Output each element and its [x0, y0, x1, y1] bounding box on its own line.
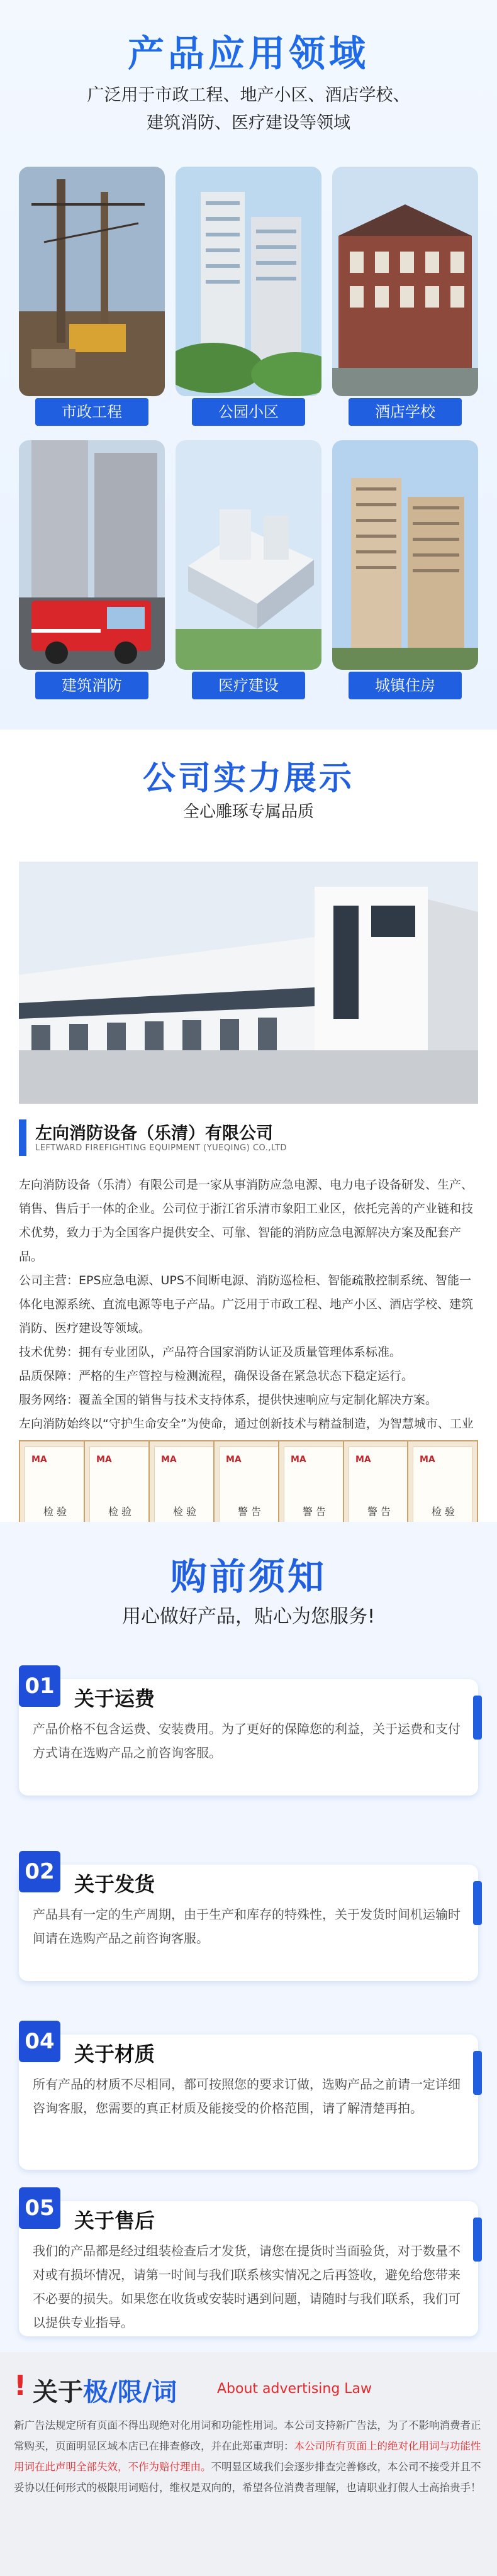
park-community-photo	[176, 167, 321, 396]
law-statement	[14, 2415, 484, 2498]
cert-title: 检 验	[108, 1506, 132, 1518]
app-label-fire: 建筑消防	[35, 672, 148, 699]
cert-title: 检 验	[431, 1506, 455, 1518]
note-text: 我们的产品都是经过组装检查后才发货，请您在提货时当面验货，对于数量不对或有损坏情况，请第一时间与我们联系核实情况之后再签收，避免给您带来不必要的损失。如果您在收货或安装时遇到问题，请随时与我们联系，我们可以提供专业指导。	[33, 2243, 461, 2330]
cert-mark: MA	[420, 1455, 435, 1465]
note-accent-bar	[473, 1881, 482, 1925]
note-card-delivery	[19, 1859, 478, 1981]
company-paragraph: 技术优势：拥有专业团队，产品符合国家消防认证及质量管理体系标准。	[19, 1345, 402, 1359]
urban-housing-photo	[332, 440, 478, 670]
app-label-hotel-school: 酒店学校	[349, 398, 462, 426]
cert-title: 警 告	[367, 1506, 391, 1518]
app-label-municipal: 市政工程	[35, 398, 148, 426]
law-text-part2: 不明显区域我们会逐步排查完善修改，本公司不接受并且不妥协以任何形式的极限用词赔付，维权是双向的，希望各位消费者理解，也请职业打假人士高抬贵手！	[14, 2461, 481, 2494]
law-text-highlight: 本公司所有页面上的绝对化用词与功能性用词在此声明全部失效，不作为赔付理由。	[14, 2440, 481, 2473]
cert-mark: MA	[31, 1455, 47, 1465]
law-title-highlight: 极/限/词	[83, 2378, 177, 2407]
note-text: 产品价格不包含运费、安装费用。为了更好的保障您的利益，关于运费和支付方式请在选购产品之前咨询客服。	[33, 1721, 461, 1760]
company-description	[19, 1173, 481, 1460]
note-number: 01	[19, 1665, 60, 1707]
note-heading: 关于运费	[74, 1687, 155, 1711]
app-card-park[interactable]	[176, 167, 321, 434]
note-text: 所有产品的材质不尽相同，都可按照您的要求订做，选购产品之前请一定详细咨询客服，您需要的真正材质及能接受的价格范围，请了解清楚再拍。	[33, 2077, 461, 2116]
company-paragraph: 左向消防设备（乐清）有限公司是一家从事消防应急电源、电力电子设备研发、生产、销售、售后于一体的企业。公司位于浙江省乐清市象阳工业区，依托完善的产业链和技术优势，致力于为全国客户提供安全、可靠、智能的消防应急电源解决方案及配套产品。	[19, 1178, 474, 1263]
company-paragraph: 公司主营：EPS应急电源、UPS不间断电源、消防巡检柜、智能疏散控制系统、智能一体化电源系统、直流电源等电子产品。广泛用于市政工程、地产小区、酒店学校、建筑消防、医疗建设等领域。	[19, 1274, 474, 1335]
note-text: 产品具有一定的生产周期，由于生产和库存的特殊性，关于发货时间机运输时间请在选购产品之前咨询客服。	[33, 1907, 461, 1946]
cert-title: 检 验	[172, 1506, 197, 1518]
cert-title: 警 告	[302, 1506, 327, 1518]
note-card-material	[19, 2029, 478, 2170]
warning-exclamation-icon: !	[14, 2370, 27, 2402]
purchase-notes-section	[0, 1522, 497, 2352]
apps-subtitle-line1: 广泛用于市政工程、地产小区、酒店学校、	[87, 86, 410, 105]
medical-construction-photo	[176, 440, 321, 670]
app-card-municipal[interactable]	[19, 167, 165, 434]
app-card-housing[interactable]	[332, 440, 478, 708]
app-card-medical[interactable]	[176, 440, 321, 708]
company-name-accent-bar	[19, 1119, 26, 1156]
company-subtitle: 全心雕琢专属品质	[182, 802, 314, 821]
advertising-law-section	[0, 2352, 497, 2576]
hotel-school-photo	[332, 167, 478, 396]
apps-title: 产品应用领域	[127, 32, 369, 75]
note-accent-bar	[473, 1696, 482, 1740]
law-text-part1: 新广告法规定所有页面不得出现绝对化用词和功能性用词。本公司支持新广告法，为了不影响消费者正常购买，页面明显区域本店已在排查修改，并在此郑重声明：	[14, 2419, 481, 2452]
app-label-housing: 城镇住房	[349, 672, 462, 699]
law-title-english: About advertising Law	[217, 2381, 372, 2397]
note-number: 05	[19, 2187, 60, 2229]
note-accent-bar	[473, 2051, 482, 2095]
cert-mark: MA	[161, 1455, 177, 1465]
factory-building-photo	[19, 862, 478, 1104]
app-label-park: 公园小区	[192, 398, 305, 426]
notes-title: 购前须知	[170, 1555, 327, 1598]
law-title	[33, 2372, 177, 2408]
note-number: 04	[19, 2021, 60, 2062]
cert-title: 检 验	[43, 1506, 67, 1518]
cert-title: 警 告	[237, 1506, 262, 1518]
note-heading: 关于发货	[74, 1872, 155, 1896]
building-fire-photo	[19, 440, 165, 670]
company-title: 公司实力展示	[142, 760, 354, 797]
app-card-hotel-school[interactable]	[332, 167, 478, 434]
notes-subtitle: 用心做好产品，贴心为您服务!	[121, 1606, 376, 1628]
note-heading: 关于材质	[74, 2042, 155, 2066]
application-areas-section	[0, 0, 497, 730]
apps-subtitle	[0, 82, 497, 137]
company-paragraph: 服务网络：覆盖全国的销售与技术支持体系，提供快速响应与定制化解决方案。	[19, 1393, 438, 1407]
note-accent-bar	[473, 2218, 482, 2262]
note-number: 02	[19, 1851, 60, 1892]
app-label-medical: 医疗建设	[192, 672, 305, 699]
apps-subtitle-line2: 建筑消防、医疗建设等领域	[147, 113, 350, 133]
company-name: 左向消防设备（乐清）有限公司	[35, 1124, 273, 1143]
company-strength-section	[0, 730, 497, 1522]
cert-mark: MA	[226, 1455, 242, 1465]
law-title-prefix: 关于	[33, 2378, 83, 2407]
cert-mark: MA	[355, 1455, 371, 1465]
municipal-construction-photo	[19, 167, 165, 396]
note-heading: 关于售后	[74, 2209, 155, 2233]
note-card-after-sales	[19, 2196, 478, 2336]
cert-mark: MA	[96, 1455, 112, 1465]
company-paragraph: 左向消防始终以“守护生命安全”为使命，通过创新技术与精益制造，为智慧城市、工业	[19, 1417, 474, 1431]
cert-mark: MA	[291, 1455, 306, 1465]
app-card-fire[interactable]	[19, 440, 165, 708]
company-paragraph: 品质保障：严格的生产管控与检测流程，确保设备在紧急状态下稳定运行。	[19, 1369, 414, 1383]
company-name-english: LEFTWARD FIREFIGHTING EQUIPMENT (YUEQING) CO.,LTD	[35, 1143, 287, 1153]
note-card-shipping-fee	[19, 1674, 478, 1796]
